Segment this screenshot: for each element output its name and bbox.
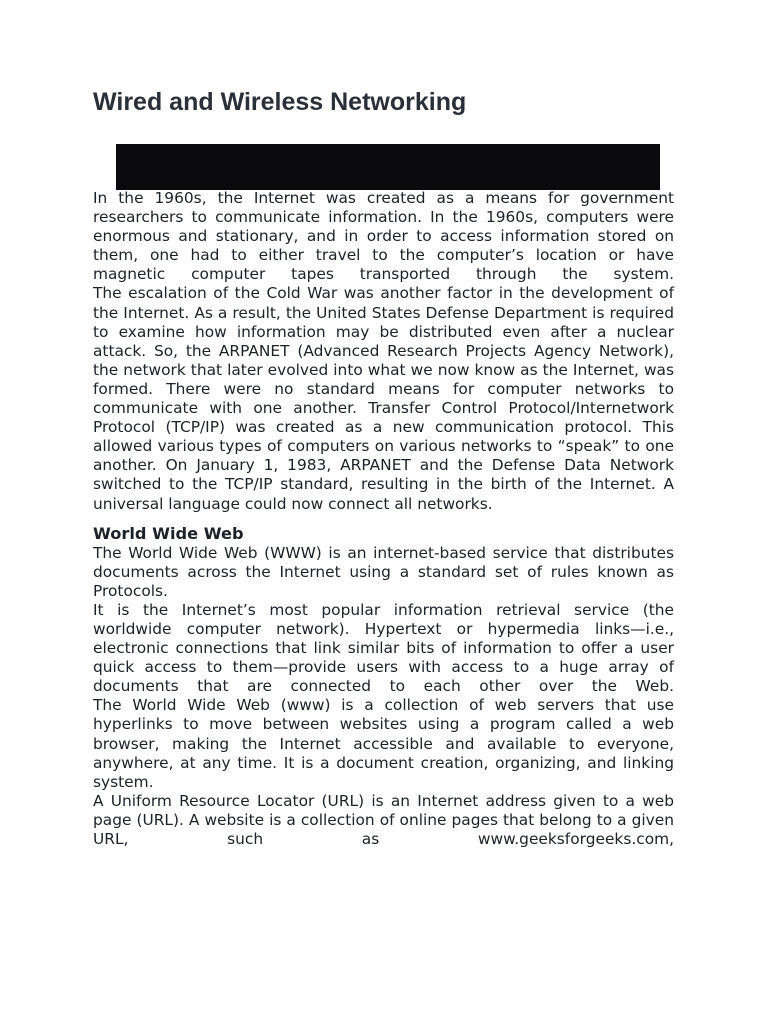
page-title: Wired and Wireless Networking (93, 88, 467, 116)
intro-paragraph-1: In the 1960s, the Internet was created as a means for government researchers to communicate information. In the 1960s, computers were enormous and stationary, and in order to access information stored on them, one had to either travel to the computer’s location or have magnetic computer tapes transported through the system. (93, 189, 674, 284)
document-body (93, 189, 674, 849)
www-paragraph-2: It is the Internet’s most popular information retrieval service (the worldwide computer network). Hypertext or hypermedia links—i.e., electronic connections that link similar bits of information to offer a user quick access to them—provide users with access to a huge array of documents that are connected to each other over the Web. (93, 600, 674, 696)
section-heading-world-wide-web: World Wide Web (93, 523, 244, 543)
redacted-banner (116, 144, 660, 190)
www-paragraph-3: The World Wide Web (www) is a collection of web servers that use hyperlinks to move between websites using a program called a web browser, making the Internet accessible and available to everyone, anywhere, at any time. It is a document creation, organizing, and linking system. (93, 696, 674, 791)
www-paragraph-4: A Uniform Resource Locator (URL) is an Internet address given to a web page (URL). A website is a collection of online pages that belong to a given URL, such as www.geeksforgeeks.com, (93, 791, 674, 848)
intro-paragraph-2: The escalation of the Cold War was another factor in the development of the Internet. As a result, the United States Defense Department is required to examine how information may be distributed even after a nuclear attack. So, the ARPANET (Advanced Research Projects Agency Network), the network that later evolved into what we now know as the Internet, was formed. There were no standard means for computer networks to communicate with one another. Transfer Control Protocol/Internetwork Protocol (TCP/IP) was created as a new communication protocol. This allowed various types of computers on various networks to “speak” to one another. On January 1, 1983, ARPANET and the Defense Data Network switched to the TCP/IP standard, resulting in the birth of the Internet. A universal language could now connect all networks. (93, 284, 674, 513)
www-paragraph-1: The World Wide Web (WWW) is an internet-based service that distributes documents across the Internet using a standard set of rules known as Protocols. (93, 543, 674, 600)
